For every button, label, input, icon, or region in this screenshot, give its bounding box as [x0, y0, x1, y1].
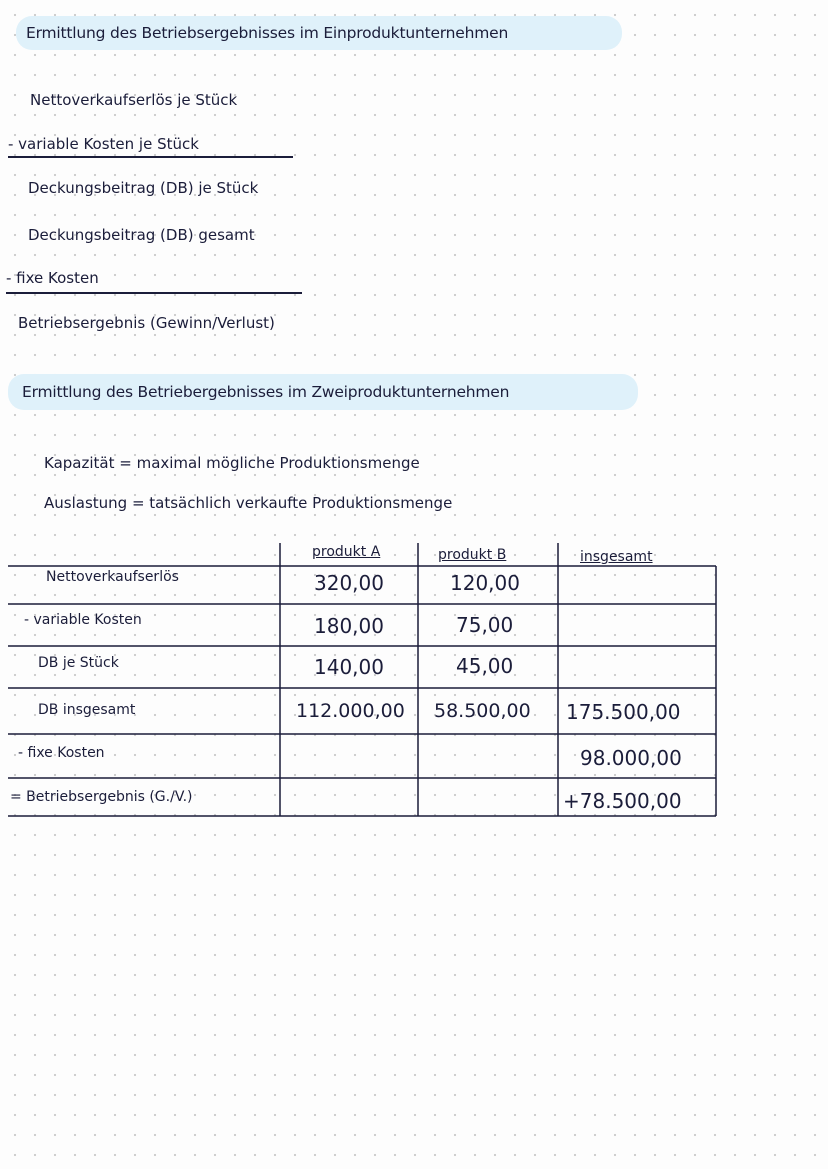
cell-total: +78.500,00 — [563, 789, 682, 813]
row-label: - fixe Kosten — [18, 745, 105, 761]
cell-product-b: 45,00 — [456, 654, 514, 678]
cell-total: 98.000,00 — [580, 746, 682, 770]
col-header-total: insgesamt — [580, 549, 653, 565]
definition-capacity: Kapazität = maximal mögliche Produktionsmenge — [44, 454, 420, 472]
row-label: - variable Kosten — [24, 612, 142, 628]
row-label: DB insgesamt — [38, 702, 136, 718]
section1-title: Ermittlung des Betriebsergebnisses im Einproduktunternehmen — [16, 16, 622, 50]
cell-product-a: 320,00 — [314, 571, 384, 595]
cell-product-b: 120,00 — [450, 571, 520, 595]
s1-line-variable-costs: - variable Kosten je Stück — [8, 135, 199, 153]
section2-title: Ermittlung des Betriebergebnisses im Zweiproduktunternehmen — [8, 374, 638, 410]
row-label: Nettoverkaufserlös — [46, 569, 179, 585]
cell-total: 175.500,00 — [566, 700, 681, 724]
s1-line-fixed-costs: - fixe Kosten — [6, 269, 99, 287]
s1-line-db-total: Deckungsbeitrag (DB) gesamt — [28, 226, 255, 244]
s1-line-db-per-unit: Deckungsbeitrag (DB) je Stück — [28, 179, 259, 197]
cell-product-a: 140,00 — [314, 655, 384, 679]
s1-rule-1 — [8, 156, 293, 158]
cell-product-a: 112.000,00 — [296, 700, 405, 722]
s1-rule-2 — [6, 292, 302, 294]
col-header-product-a: produkt A — [312, 544, 381, 560]
row-label: = Betriebsergebnis (G./V.) — [10, 789, 193, 805]
cell-product-b: 58.500,00 — [434, 700, 531, 722]
cell-product-b: 75,00 — [456, 613, 514, 637]
row-label: DB je Stück — [38, 655, 119, 671]
s1-line-operating-result: Betriebsergebnis (Gewinn/Verlust) — [18, 314, 275, 332]
cell-product-a: 180,00 — [314, 614, 384, 638]
col-header-product-b: produkt B — [438, 547, 507, 563]
s1-line-net-revenue: Nettoverkaufserlös je Stück — [30, 91, 238, 109]
definition-utilization: Auslastung = tatsächlich verkaufte Produktionsmenge — [44, 494, 453, 512]
